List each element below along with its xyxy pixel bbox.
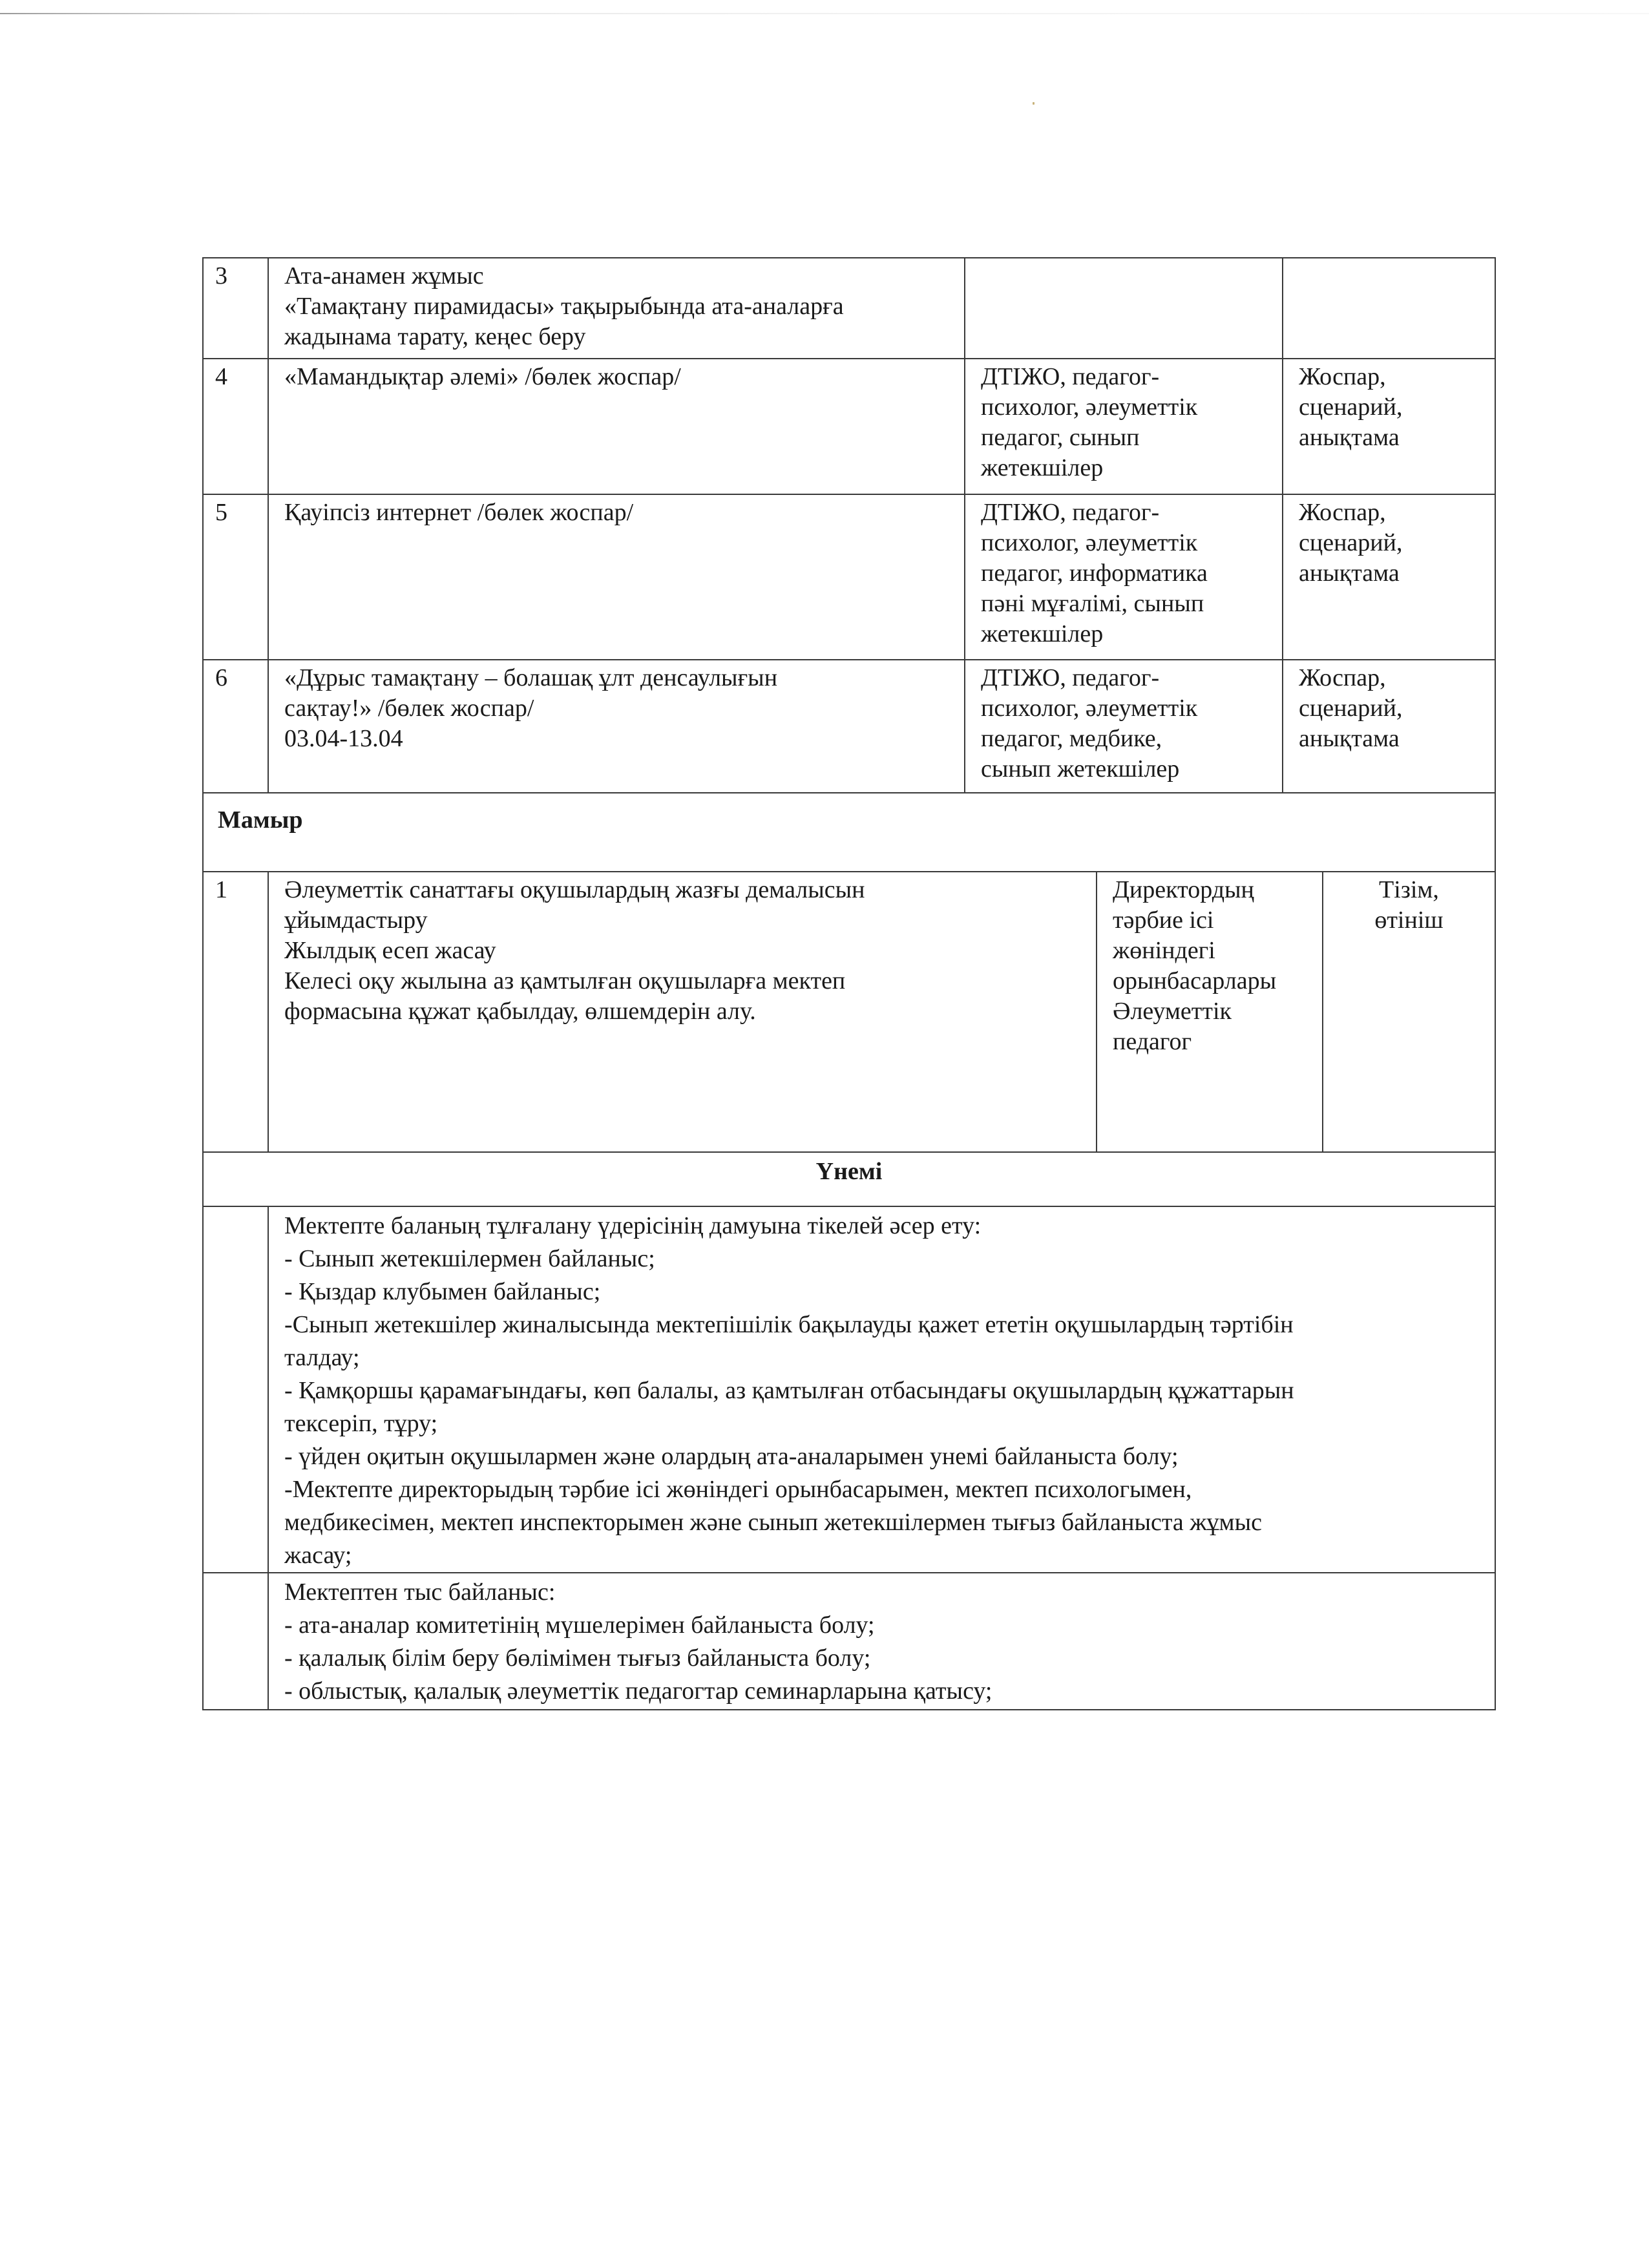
scan-edge-line: [0, 13, 1649, 14]
form-cell: [1283, 359, 1495, 494]
text-line: талдау;: [284, 1344, 360, 1371]
always-block-text: [268, 1573, 1495, 1710]
task-cell: [268, 359, 965, 494]
text-line: сынып жетекшілер: [981, 755, 1180, 782]
form-cell: [1283, 494, 1495, 660]
text-line: - Қыздар клубымен байланыс;: [284, 1278, 601, 1305]
text-line: Ата-анамен жұмыс: [284, 262, 484, 289]
text-line: тексеріп, тұру;: [284, 1410, 438, 1437]
row-number: 3: [203, 258, 268, 359]
text-line: Директордың: [1113, 876, 1254, 903]
table-row: [203, 494, 1495, 660]
text-line: Тізім,: [1379, 876, 1439, 903]
text-line: ұйымдастыру: [284, 907, 428, 934]
always-block-row: [203, 1206, 1495, 1573]
text-line: медбикесімен, мектеп инспекторымен және сынып жетекшілермен тығыз байланыста жұмыс: [284, 1509, 1262, 1536]
text-line: жасау;: [284, 1542, 352, 1569]
text-line: ДТІЖО, педагог-: [981, 664, 1160, 691]
text-line: психолог, әлеуметтік: [981, 529, 1198, 556]
always-block-row: [203, 1573, 1495, 1710]
text-line: анықтама: [1299, 424, 1400, 451]
text-line: педагог, сынып: [981, 424, 1140, 451]
always-rows: [203, 1206, 1495, 1710]
text-line: Мектептен тыс байланыс:: [284, 1579, 556, 1606]
text-line: Мектепте баланың тұлғалану үдерісінің дамуына тікелей әсер ету:: [284, 1212, 982, 1239]
row-number: 1: [203, 872, 268, 1152]
form-cell: [1283, 258, 1495, 359]
table-row: [203, 258, 1495, 359]
text-line: сценарий,: [1299, 394, 1403, 421]
text-line: - облыстық, қалалық әлеуметтік педагогтар семинарларына қатысу;: [284, 1677, 993, 1705]
text-line: сценарий,: [1299, 529, 1403, 556]
responsible-cell: [965, 258, 1283, 359]
form-cell: [1283, 660, 1495, 793]
task-cell: [268, 258, 965, 359]
row-number: 4: [203, 359, 268, 494]
text-line: «Мамандықтар әлемі» /бөлек жоспар/: [284, 363, 681, 390]
text-line: - ата-аналар комитетінің мүшелерімен байланыста болу;: [284, 1612, 875, 1639]
text-line: - үйден оқитын оқушылармен және олардың ата-аналарымен унемі байланыста болу;: [284, 1443, 1179, 1470]
responsible-cell: [965, 494, 1283, 660]
text-line: психолог, әлеуметтік: [981, 394, 1198, 421]
section-title-always: Үнемі: [203, 1152, 1495, 1206]
text-line: жадынама тарату, кеңес беру: [284, 323, 586, 350]
text-line: пәні мұғалімі, сынып: [981, 590, 1204, 617]
scan-speck: [1033, 102, 1035, 105]
task-cell: [268, 660, 965, 793]
text-line: педагог, медбике,: [981, 725, 1162, 752]
text-line: Жоспар,: [1299, 499, 1386, 526]
responsible-cell: [965, 660, 1283, 793]
empty-number-cell: [203, 1206, 268, 1573]
text-line: «Дұрыс тамақтану – болашақ ұлт денсаулығын: [284, 664, 778, 691]
text-line: жөніндегі: [1113, 937, 1215, 964]
text-line: - қалалық білім беру бөлімімен тығыз байланыста болу;: [284, 1644, 871, 1672]
task-cell: [268, 494, 965, 660]
table-row: [203, 359, 1495, 494]
text-line: Әлеуметтік санаттағы оқушылардың жазғы демалысын: [284, 876, 865, 903]
text-line: 03.04-13.04: [284, 725, 403, 752]
text-line: орынбасарлары: [1113, 967, 1277, 994]
responsible-cell: [965, 359, 1283, 494]
text-line: Келесі оқу жылына аз қамтылған оқушыларға мектеп: [284, 967, 846, 994]
text-line: Жоспар,: [1299, 664, 1386, 691]
text-line: - Сынып жетекшілермен байланыс;: [284, 1245, 655, 1272]
form-cell: [1323, 872, 1495, 1151]
task-cell: [269, 872, 1097, 1151]
row-number: 5: [203, 494, 268, 660]
text-line: ДТІЖО, педагог-: [981, 499, 1160, 526]
text-line: Қауіпсіз интернет /бөлек жоспар/: [284, 499, 634, 526]
text-line: «Тамақтану пирамидасы» тақырыбында ата-аналарға: [284, 293, 844, 320]
plan-table: [202, 257, 1496, 1710]
text-line: анықтама: [1299, 560, 1400, 587]
empty-number-cell: [203, 1573, 268, 1710]
text-line: - Қамқоршы қарамағындағы, көп балалы, аз қамтылған отбасындағы оқушылардың құжаттарын: [284, 1377, 1294, 1404]
text-line: Жоспар,: [1299, 363, 1386, 390]
april-rows: [203, 258, 1495, 793]
responsible-cell: [1097, 872, 1323, 1151]
table-row: [203, 660, 1495, 793]
always-block-text: [268, 1206, 1495, 1573]
may-header-row: [203, 793, 1495, 872]
text-line: Әлеуметтік: [1113, 998, 1232, 1025]
text-line: педагог, информатика: [981, 560, 1208, 587]
text-line: өтініш: [1374, 907, 1444, 934]
text-line: психолог, әлеуметтік: [981, 695, 1198, 722]
text-line: ДТІЖО, педагог-: [981, 363, 1160, 390]
row-number: 6: [203, 660, 268, 793]
text-line: педагог: [1113, 1028, 1192, 1055]
month-title-may: Мамыр: [203, 793, 1495, 872]
text-line: тәрбие ісі: [1113, 907, 1214, 934]
text-line: жетекшілер: [981, 620, 1104, 647]
text-line: Жылдық есеп жасау: [284, 937, 496, 964]
text-line: сценарий,: [1299, 695, 1403, 722]
text-line: формасына құжат қабылдау, өлшемдерін алу.: [284, 998, 756, 1025]
text-line: жетекшілер: [981, 454, 1104, 481]
always-header-row: [203, 1152, 1495, 1206]
text-line: -Мектепте директорыдың тәрбие ісі жөніндегі орынбасарымен, мектеп психологымен,: [284, 1476, 1192, 1503]
table-row: [203, 872, 1495, 1152]
text-line: -Сынып жетекшілер жиналысында мектепішілік бақылауды қажет ететін оқушылардың тәртібін: [284, 1311, 1294, 1338]
text-line: анықтама: [1299, 725, 1400, 752]
text-line: сақтау!» /бөлек жоспар/: [284, 695, 534, 722]
